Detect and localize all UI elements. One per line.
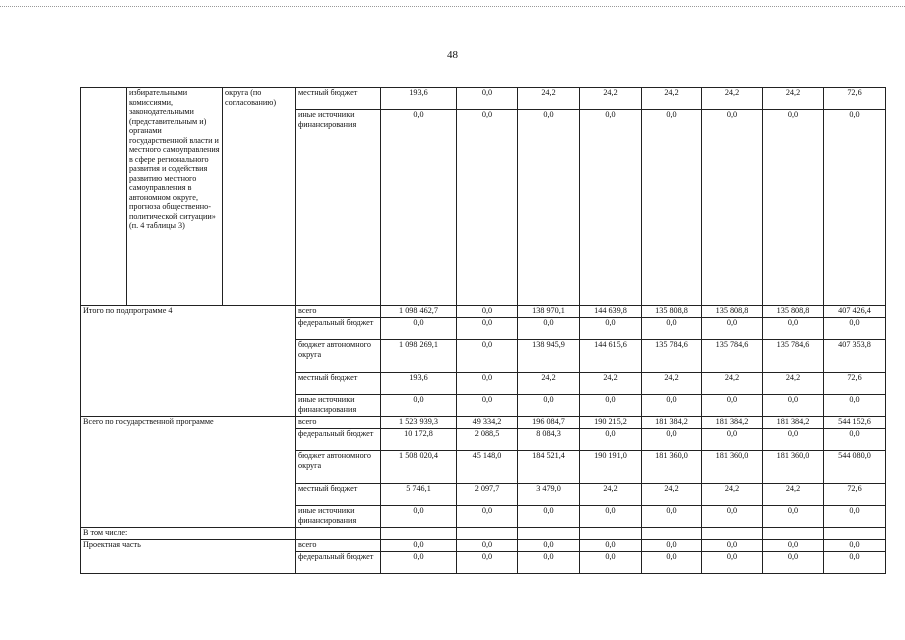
value-cell: 24,2 — [518, 88, 580, 110]
value-cell: 24,2 — [580, 88, 642, 110]
value-cell: 0,0 — [518, 318, 580, 340]
value-cell: 1 508 020,4 — [381, 451, 457, 484]
value-cell: 0,0 — [518, 552, 580, 574]
value-cell: 0,0 — [518, 395, 580, 417]
value-cell: 190 191,0 — [580, 451, 642, 484]
value-cell: 0,0 — [381, 395, 457, 417]
value-cell: 0,0 — [824, 110, 886, 306]
value-cell: 24,2 — [763, 484, 824, 506]
empty-cell — [824, 528, 886, 540]
scan-edge-line — [0, 6, 905, 7]
value-cell: 181 384,2 — [702, 417, 763, 429]
value-cell: 0,0 — [457, 552, 518, 574]
value-cell: 0,0 — [457, 110, 518, 306]
table-body — [81, 88, 886, 574]
value-cell: 0,0 — [763, 506, 824, 528]
value-cell: 0,0 — [642, 552, 702, 574]
value-cell: 0,0 — [457, 340, 518, 373]
empty-cell — [81, 88, 127, 306]
value-cell: 8 084,3 — [518, 429, 580, 451]
value-cell: 0,0 — [642, 506, 702, 528]
value-cell: 0,0 — [642, 395, 702, 417]
value-cell: 24,2 — [642, 484, 702, 506]
value-cell: 0,0 — [381, 540, 457, 552]
value-cell: 193,6 — [381, 373, 457, 395]
value-cell: 0,0 — [580, 506, 642, 528]
value-cell: 196 084,7 — [518, 417, 580, 429]
value-cell: 1 523 939,3 — [381, 417, 457, 429]
value-cell: 24,2 — [763, 88, 824, 110]
value-cell: 2 097,7 — [457, 484, 518, 506]
value-cell: 1 098 462,7 — [381, 306, 457, 318]
value-cell: 138 970,1 — [518, 306, 580, 318]
value-cell: 24,2 — [702, 484, 763, 506]
value-cell: 0,0 — [702, 540, 763, 552]
value-cell: 0,0 — [457, 540, 518, 552]
value-cell: 0,0 — [702, 318, 763, 340]
value-cell: 181 384,2 — [763, 417, 824, 429]
value-cell: 0,0 — [381, 318, 457, 340]
value-cell: 407 353,8 — [824, 340, 886, 373]
value-cell: 24,2 — [763, 373, 824, 395]
source-cell: иные источники финансирования — [296, 395, 381, 417]
value-cell: 0,0 — [702, 552, 763, 574]
value-cell: 0,0 — [642, 429, 702, 451]
table-row — [81, 540, 886, 552]
value-cell: 0,0 — [824, 318, 886, 340]
empty-cell — [381, 528, 457, 540]
value-cell: 24,2 — [642, 88, 702, 110]
value-cell: 0,0 — [702, 429, 763, 451]
value-cell: 10 172,8 — [381, 429, 457, 451]
source-cell: иные источники финансирования — [296, 506, 381, 528]
value-cell: 181 384,2 — [642, 417, 702, 429]
value-cell: 193,6 — [381, 88, 457, 110]
value-cell: 72,6 — [824, 373, 886, 395]
empty-cell — [702, 528, 763, 540]
group-label-cell: Итого по подпрограмме 4 — [81, 306, 296, 417]
value-cell: 45 148,0 — [457, 451, 518, 484]
value-cell: 135 808,8 — [763, 306, 824, 318]
source-cell: местный бюджет — [296, 373, 381, 395]
empty-cell — [296, 528, 381, 540]
value-cell: 0,0 — [457, 395, 518, 417]
value-cell: 72,6 — [824, 88, 886, 110]
table-row — [81, 528, 886, 540]
value-cell: 0,0 — [824, 429, 886, 451]
value-cell: 544 152,6 — [824, 417, 886, 429]
source-cell: иные источники финансирования — [296, 110, 381, 306]
value-cell: 0,0 — [580, 540, 642, 552]
empty-cell — [518, 528, 580, 540]
table-row — [81, 306, 886, 318]
source-cell: бюджет автономного округа — [296, 340, 381, 373]
value-cell: 0,0 — [763, 395, 824, 417]
value-cell: 0,0 — [381, 110, 457, 306]
value-cell: 3 479,0 — [518, 484, 580, 506]
value-cell: 135 784,6 — [702, 340, 763, 373]
source-cell: всего — [296, 540, 381, 552]
value-cell: 407 426,4 — [824, 306, 886, 318]
value-cell: 0,0 — [381, 552, 457, 574]
value-cell: 0,0 — [824, 395, 886, 417]
value-cell: 135 784,6 — [642, 340, 702, 373]
value-cell: 24,2 — [642, 373, 702, 395]
value-cell: 0,0 — [702, 506, 763, 528]
financing-table — [80, 87, 886, 574]
value-cell: 49 334,2 — [457, 417, 518, 429]
value-cell: 0,0 — [518, 110, 580, 306]
value-cell: 0,0 — [580, 395, 642, 417]
value-cell: 0,0 — [580, 318, 642, 340]
value-cell: 0,0 — [580, 110, 642, 306]
empty-cell — [642, 528, 702, 540]
value-cell: 0,0 — [580, 429, 642, 451]
value-cell: 0,0 — [642, 318, 702, 340]
value-cell: 181 360,0 — [702, 451, 763, 484]
table-row — [81, 88, 886, 110]
value-cell: 0,0 — [824, 506, 886, 528]
page-number: 48 — [447, 49, 458, 61]
value-cell: 0,0 — [702, 395, 763, 417]
value-cell: 72,6 — [824, 484, 886, 506]
value-cell: 0,0 — [457, 318, 518, 340]
source-cell: всего — [296, 306, 381, 318]
value-cell: 0,0 — [518, 506, 580, 528]
value-cell: 0,0 — [763, 552, 824, 574]
value-cell: 0,0 — [457, 306, 518, 318]
source-cell: федеральный бюджет — [296, 429, 381, 451]
value-cell: 0,0 — [763, 318, 824, 340]
value-cell: 0,0 — [763, 429, 824, 451]
value-cell: 24,2 — [580, 484, 642, 506]
value-cell: 181 360,0 — [763, 451, 824, 484]
group-label-cell: Проектная часть — [81, 540, 296, 574]
value-cell: 0,0 — [381, 506, 457, 528]
source-cell: бюджет автономного округа — [296, 451, 381, 484]
value-cell: 0,0 — [642, 540, 702, 552]
value-cell: 544 080,0 — [824, 451, 886, 484]
value-cell: 184 521,4 — [518, 451, 580, 484]
value-cell: 135 808,8 — [702, 306, 763, 318]
table-row — [81, 417, 886, 429]
source-cell: всего — [296, 417, 381, 429]
value-cell: 181 360,0 — [642, 451, 702, 484]
value-cell: 144 615,6 — [580, 340, 642, 373]
value-cell: 0,0 — [702, 110, 763, 306]
value-cell: 135 808,8 — [642, 306, 702, 318]
value-cell: 0,0 — [457, 506, 518, 528]
value-cell: 0,0 — [457, 88, 518, 110]
value-cell: 190 215,2 — [580, 417, 642, 429]
empty-cell — [580, 528, 642, 540]
value-cell: 0,0 — [763, 110, 824, 306]
source-cell: федеральный бюджет — [296, 552, 381, 574]
value-cell: 1 098 269,1 — [381, 340, 457, 373]
value-cell: 144 639,8 — [580, 306, 642, 318]
value-cell: 2 088,5 — [457, 429, 518, 451]
value-cell: 24,2 — [518, 373, 580, 395]
value-cell: 0,0 — [824, 540, 886, 552]
value-cell: 0,0 — [763, 540, 824, 552]
source-cell: федеральный бюджет — [296, 318, 381, 340]
value-cell: 138 945,9 — [518, 340, 580, 373]
empty-cell — [763, 528, 824, 540]
value-cell: 135 784,6 — [763, 340, 824, 373]
including-label-cell: В том числе: — [81, 528, 296, 540]
value-cell: 5 746,1 — [381, 484, 457, 506]
value-cell: 24,2 — [702, 373, 763, 395]
value-cell: 0,0 — [518, 540, 580, 552]
value-cell: 24,2 — [580, 373, 642, 395]
executor-cell: округа (по согласованию) — [223, 88, 296, 306]
source-cell: местный бюджет — [296, 484, 381, 506]
value-cell: 24,2 — [702, 88, 763, 110]
value-cell: 0,0 — [457, 373, 518, 395]
value-cell: 0,0 — [580, 552, 642, 574]
source-cell: местный бюджет — [296, 88, 381, 110]
event-name-cell: избирательными комиссиями, законодательными (представительным и) органами государственной власти и местного самоуправления в сфере регионального развития и содействия развитию местного самоуправления в автономном округе, прогноза общественно-политической ситуации» (п. 4 таблицы 3) — [127, 88, 223, 306]
group-label-cell: Всего по государственной программе — [81, 417, 296, 528]
value-cell: 0,0 — [824, 552, 886, 574]
empty-cell — [457, 528, 518, 540]
value-cell: 0,0 — [642, 110, 702, 306]
